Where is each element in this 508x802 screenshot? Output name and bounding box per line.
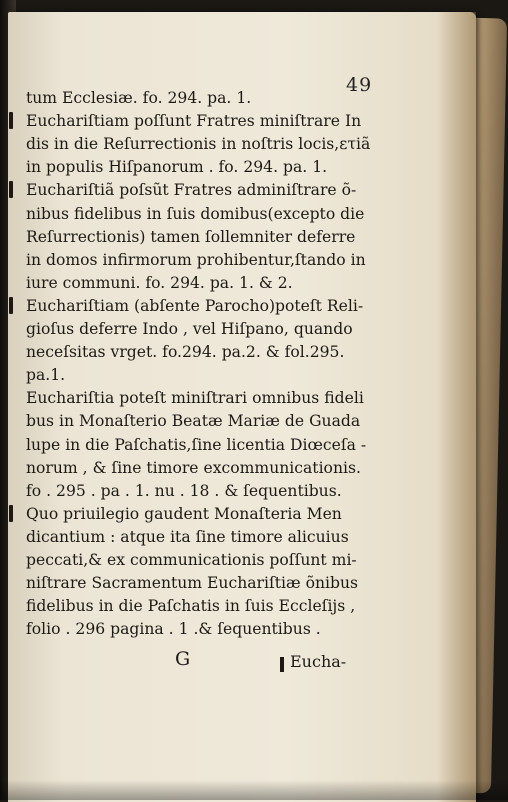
paragraph-marker [9,181,13,198]
line-text: dis in die Reſurrectionis in noſtris locis,ετiã [26,135,371,154]
text-line [26,132,376,156]
paragraph-marker [9,112,13,129]
line-text: neceſsitas vrget. fo.294. pa.2. & fol.295. [26,343,345,362]
catchword: Eucha- [290,652,347,671]
line-text: Euchariſtiam (abſente Parocho)poteſt Reli- [26,296,364,315]
text-line [26,571,376,595]
text-line [26,409,376,433]
line-text: in populis Hiſpanorum . fo. 294. pa. 1. [26,158,328,177]
line-text: folio . 296 pagina . 1 .& ſequentibus . [26,620,321,639]
line-text: gioſus deferre Indo , vel Hiſpano, quando [26,320,353,338]
text-line [26,340,376,364]
line-text: tum Ecclesiæ. fo. 294. pa. 1. [26,89,252,107]
line-text: iure communi. fo. 294. pa. 1. & 2. [26,273,293,292]
line-text: Quo priuilegio gaudent Monaſteria Men [26,504,342,523]
text-line [26,178,376,202]
line-text: norum , & ſine timore excommunicationis. [26,458,361,477]
line-text: peccati,& ex communicationis poſſunt mi- [26,551,357,569]
line-text: Euchariſtiã poſsũt Fratres adminiſtrare õ- [26,181,357,200]
text-line [26,363,376,387]
text-line [26,479,376,503]
line-text: Euchariſtiam poſſunt Fratres miniſtrare In [26,112,362,131]
text-line [26,294,376,318]
line-text: fidelibus in die Paſchatis in ſuis Eccleſijs , [26,597,356,616]
text-line [26,386,376,410]
text-line [26,617,376,641]
line-text: in domos infirmorum prohibentur,ſtando in [26,250,366,269]
paragraph-marker [280,657,284,672]
text-line [26,271,376,295]
line-text: bus in Monaſterio Beatæ Mariæ de Guada [26,412,361,431]
text-line [26,155,376,179]
text-line [26,248,376,272]
line-text: pa.1. [26,366,66,385]
line-text: Reſurrectionis) tamen ſollemniter deferre [26,227,356,246]
paragraph-marker [9,297,13,314]
line-text: dicantium : atque ita ſine timore alicuius [26,527,349,546]
text-line [26,202,376,226]
text-line [26,456,376,480]
text-line [26,225,376,249]
text-line [26,86,376,110]
text-line [26,594,376,618]
text-line [26,548,376,572]
paragraph-marker [9,505,13,522]
line-text: nibus fidelibus in ſuis domibus(excepto die [26,204,365,223]
text-line [26,502,376,526]
line-text: lupe in die Paſchatis,ſine licentia Diœceſa - [26,435,367,454]
line-text: niſtrare Sacramentum Euchariſtiæ õnibus [26,574,359,593]
bottom-shadow [0,780,508,800]
line-text: Euchariſtia poteſt miniſtrari omnibus fideli [26,389,364,408]
page-number: 49 [346,74,373,96]
text-line [26,433,376,457]
text-line [26,109,376,133]
text-line [26,317,376,341]
text-line [26,525,376,549]
line-text: fo . 295 . pa . 1. nu . 18 . & ſequentibus. [26,481,342,500]
signature-mark: G [175,648,191,670]
